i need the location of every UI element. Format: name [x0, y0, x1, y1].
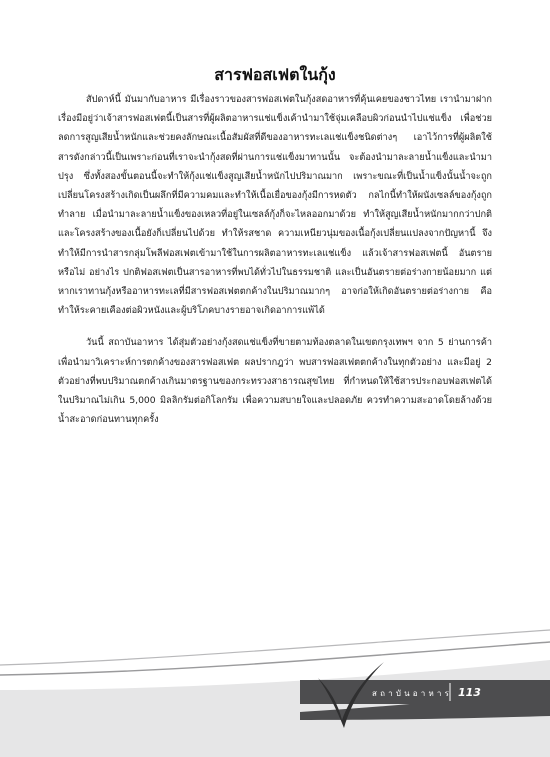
article: [58, 66, 492, 429]
footer-swoosh-line: [0, 630, 550, 665]
article-paragraph-2: วันนี้ สถาบันอาหาร ได้สุ่มตัวอย่างกุ้งสดแช่แข็งที่ขายตามท้องตลาดในเขตกรุงเทพฯ จาก 5 ย่านการค้า เพื่อนำมาวิเคราะห์การตกค้างของสารฟอสเฟต ผลปรากฎว่า พบสารฟอสเฟตตกค้างในทุกตัวอย่าง และมีอยู่ 2 ตัวอย่างที่พบปริมาณตกค้างเกินมาตรฐานของกระทรวงสาธารณสุขไทย ที่กำหนดให้ใช้สารประกอบฟอสเฟตได้ในปริมาณไม่เกิน 5,000 มิลลิกรัมต่อกิโลกรัม เพื่อความสบายใจและปลอดภัย ควรทำความสะอาดโดยล้างด้วยน้ำสะอาดก่อนทานทุกครั้ง: [58, 337, 492, 426]
article-title: สารฟอสเฟตในกุ้ง: [214, 65, 336, 84]
footer-institute-label: สถาบันอาหาร: [372, 689, 453, 698]
page-number: 113: [458, 686, 481, 699]
article-paragraph-1: สัปดาห์นี้ มันมากับอาหาร มีเรื่องราวของสารฟอสเฟตในกุ้งสดอาหารที่คุ้นเคยของชาวไทย เรานำมาฝาก เรื่องมีอยู่ว่าเจ้าสารฟอสเฟตนี้เป็นสารที่ผู้ผลิตอาหารแช่แข็งเค้านำมาใช้จุ่มเคลือบผิวก่อนนำไปแช่แข็ง เพื่อช่วยลดการสูญเสียน้ำหนักและช่วยคงลักษณะเนื้อสัมผัสที่ดีของอาหารทะเลแช่แข็งชนิดต่างๆ เอาไว้การที่ผู้ผลิตใช้สารดังกล่าวนี้เป็นเพราะก่อนที่เราจะนำกุ้งสดที่ผ่านการแช่แข็งมาทานนั้น จะต้องนำมาละลายน้ำแข็งและนำมาปรุง ซึ่งทั้งสองขั้นตอนนี้จะทำให้กุ้งแช่แข็งสูญเสียน้ำหนักไปปริมาณมาก เพราะขณะที่เป็นน้ำแข็งนั้นน้ำจะถูกเปลี่ยนโครงสร้างเกิดเป็นผลึกที่มีความคมและทำให้เนื้อเยื่อของกุ้งมีการหดตัว กลไกนี้ทำให้ผนังเซลล์ของกุ้งถูกทำลาย เมื่อนำมาละลายน้ำแข็งของเหลวที่อยู่ในเซลล์กุ้งก็จะไหลออกมาด้วย ทำให้สูญเสียน้ำหนักมากกว่าปกติ และโครงสร้างของเนื้อยังก็เปลี่ยนไปด้วย ทำให้รสชาด ความเหนียวนุ่มของเนื้อกุ้งเปลี่ยนแปลงจากปัญหานี้ จึงทำให้มีการนำสารกลุ่มโพลีฟอสเฟตเข้ามาใช้ในการผลิตอาหารทะเลแช่แข็ง แล้วเจ้าสารฟอสเฟตนี้ อันตรายหรือไม่ อย่างไร ปกติฟอสเฟตเป็นสารอาหารที่พบได้ทั่วไปในธรรมชาติ และเป็นอันตรายต่อร่างกายน้อยมาก แต่หากเราทานกุ้งหรืออาหารทะเลที่มีสารฟอสเฟตตกค้างในปริมาณมากๆ อาจก่อให้เกิดอันตรายต่อร่างกาย คือ ทำให้ระคายเคืองต่อผิวหนังและผู้บริโภคบางรายอาจเกิดอาการแพ้ได้: [58, 94, 492, 317]
page-footer: [0, 620, 550, 757]
